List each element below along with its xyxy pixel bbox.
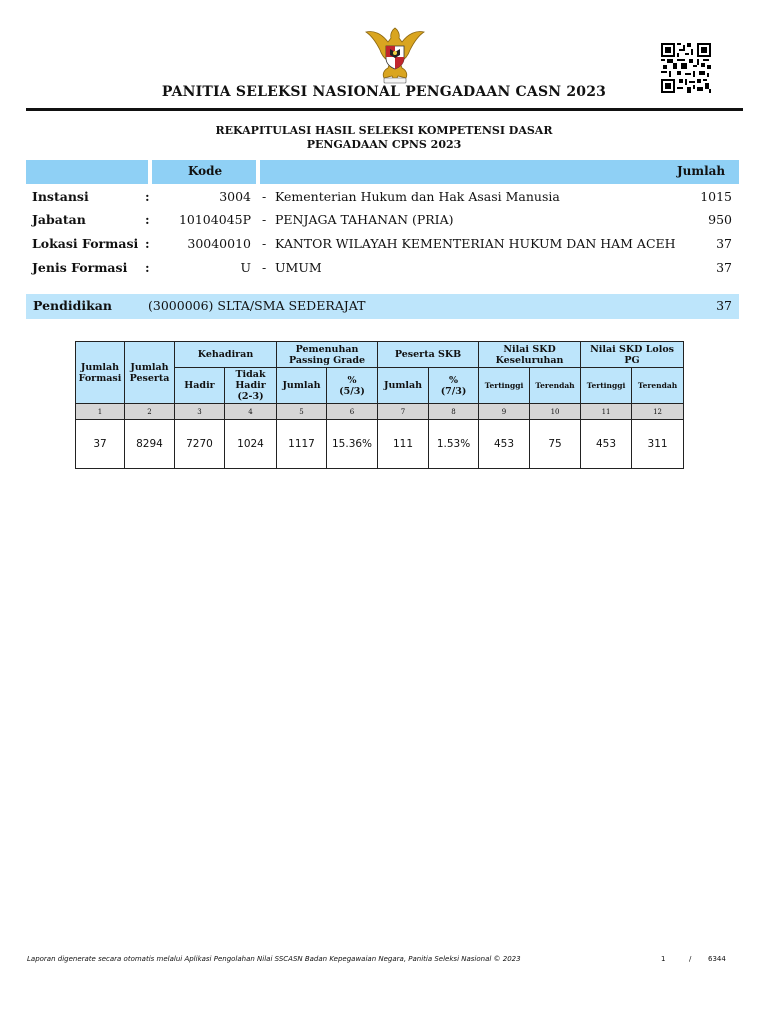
th-tidak-hadir-line1: Tidak xyxy=(235,369,266,380)
column-number: 4 xyxy=(225,404,277,420)
garuda-pancasila-emblem-icon xyxy=(362,22,428,88)
pendidikan-value: 37 xyxy=(716,298,732,313)
page-number-current: 1 xyxy=(661,955,666,963)
info-label: Jenis Formasi xyxy=(32,260,128,275)
th-pg-percent-line2: (5/3) xyxy=(339,385,365,397)
info-dash: - xyxy=(262,260,267,275)
column-number: 2 xyxy=(125,404,175,420)
cell-pg-percent: 15.36% xyxy=(327,420,378,469)
column-number: 5 xyxy=(277,404,327,420)
page-title: PANITIA SELEKSI NASIONAL PENGADAAN CASN 2023 xyxy=(161,84,607,100)
info-value: 950 xyxy=(708,212,732,227)
th-hadir: Hadir xyxy=(175,368,225,404)
info-colon: : xyxy=(145,236,150,251)
th-keseluruhan-terendah: Terendah xyxy=(530,368,581,404)
th-kehadiran: Kehadiran xyxy=(175,342,277,368)
pendidikan-row xyxy=(26,294,739,319)
info-label: Lokasi Formasi xyxy=(32,236,139,251)
info-row-lokasi-formasi xyxy=(0,236,768,256)
th-lolos-tertinggi: Tertinggi xyxy=(581,368,632,404)
info-label: Jabatan xyxy=(32,212,86,227)
th-tidak-hadir xyxy=(225,368,277,404)
th-pg-percent xyxy=(327,368,378,404)
info-value: 37 xyxy=(716,260,732,275)
column-number: 11 xyxy=(581,404,632,420)
column-number: 1 xyxy=(76,404,125,420)
pendidikan-label: Pendidikan xyxy=(33,298,112,313)
th-tidak-hadir-line3: (2-3) xyxy=(237,391,264,402)
table-row xyxy=(76,420,684,469)
th-jumlah-formasi: Jumlah Formasi xyxy=(76,342,125,404)
info-name: Kementerian Hukum dan Hak Asasi Manusia xyxy=(275,189,560,204)
page-number-total: 6344 xyxy=(708,955,726,963)
info-label: Instansi xyxy=(32,189,89,204)
title-divider xyxy=(26,108,743,111)
info-row-jabatan xyxy=(0,212,768,232)
column-header-jumlah: Jumlah xyxy=(677,164,726,178)
column-number: 9 xyxy=(479,404,530,420)
info-code: 30040010 xyxy=(187,236,251,251)
info-name: PENJAGA TAHANAN (PRIA) xyxy=(275,212,454,227)
column-header-kode: Kode xyxy=(188,164,223,178)
cell-keseluruhan-terendah: 75 xyxy=(530,420,581,469)
info-name: UMUM xyxy=(275,260,322,275)
th-peserta-skb: Peserta SKB xyxy=(378,342,479,368)
info-value: 37 xyxy=(716,236,732,251)
column-number: 3 xyxy=(175,404,225,420)
th-nilai-skd-lolos-pg: Nilai SKD Lolos PG xyxy=(581,342,684,368)
report-title: REKAPITULASI HASIL SELEKSI KOMPETENSI DASAR xyxy=(215,124,553,137)
info-value: 1015 xyxy=(700,189,732,204)
cell-lolos-tertinggi: 453 xyxy=(581,420,632,469)
pendidikan-name: (3000006) SLTA/SMA SEDERAJAT xyxy=(148,298,366,313)
header-bar-jumlah xyxy=(260,160,739,184)
column-number: 6 xyxy=(327,404,378,420)
cell-tidak-hadir: 1024 xyxy=(225,420,277,469)
th-keseluruhan-tertinggi: Tertinggi xyxy=(479,368,530,404)
cell-lolos-terendah: 311 xyxy=(632,420,684,469)
info-colon: : xyxy=(145,212,150,227)
info-dash: - xyxy=(262,189,267,204)
cell-hadir: 7270 xyxy=(175,420,225,469)
th-skb-jumlah: Jumlah xyxy=(378,368,429,404)
th-pg-jumlah: Jumlah xyxy=(277,368,327,404)
page-number-separator: / xyxy=(689,955,692,963)
cell-skb-percent: 1.53% xyxy=(429,420,479,469)
cell-jumlah-formasi: 37 xyxy=(76,420,125,469)
info-code: 3004 xyxy=(219,189,251,204)
info-row-instansi xyxy=(0,189,768,209)
th-jumlah-peserta: Jumlah Peserta xyxy=(125,342,175,404)
report-subtitle: PENGADAAN CPNS 2023 xyxy=(306,138,462,151)
column-number: 10 xyxy=(530,404,581,420)
cell-jumlah-peserta: 8294 xyxy=(125,420,175,469)
th-pemenuhan-passing-grade: Pemenuhan Passing Grade xyxy=(277,342,378,368)
th-skb-percent-line1: % xyxy=(449,374,459,386)
info-code: U xyxy=(240,260,251,275)
th-skb-percent-line2: (7/3) xyxy=(440,385,467,397)
th-nilai-skd-keseluruhan: Nilai SKD Keseluruhan xyxy=(479,342,581,368)
info-colon: : xyxy=(145,189,150,204)
info-dash: - xyxy=(262,236,267,251)
th-tidak-hadir-line2: Hadir xyxy=(235,380,266,391)
info-name: KANTOR WILAYAH KEMENTERIAN HUKUM DAN HAM ACEH xyxy=(275,236,676,251)
info-code: 10104045P xyxy=(178,212,251,227)
th-pg-percent-line1: % xyxy=(347,374,357,386)
rekap-table xyxy=(75,341,684,469)
th-lolos-terendah: Terendah xyxy=(632,368,684,404)
cell-keseluruhan-tertinggi: 453 xyxy=(479,420,530,469)
cell-skb-jumlah: 111 xyxy=(378,420,429,469)
column-number: 12 xyxy=(632,404,684,420)
info-colon: : xyxy=(145,260,150,275)
cell-pg-jumlah: 1117 xyxy=(277,420,327,469)
footer-note: Laporan digenerate secara otomatis melalui Aplikasi Pengolahan Nilai SSCASN Badan Kepegawaian Negara, Panitia Seleksi Nasional © 2023 xyxy=(27,955,521,963)
info-row-jenis-formasi xyxy=(0,260,768,280)
column-number-row xyxy=(76,404,684,420)
th-skb-percent xyxy=(429,368,479,404)
info-dash: - xyxy=(262,212,267,227)
column-number: 8 xyxy=(429,404,479,420)
column-number: 7 xyxy=(378,404,429,420)
table-header-row xyxy=(76,342,684,368)
header-bar-label xyxy=(26,160,148,184)
